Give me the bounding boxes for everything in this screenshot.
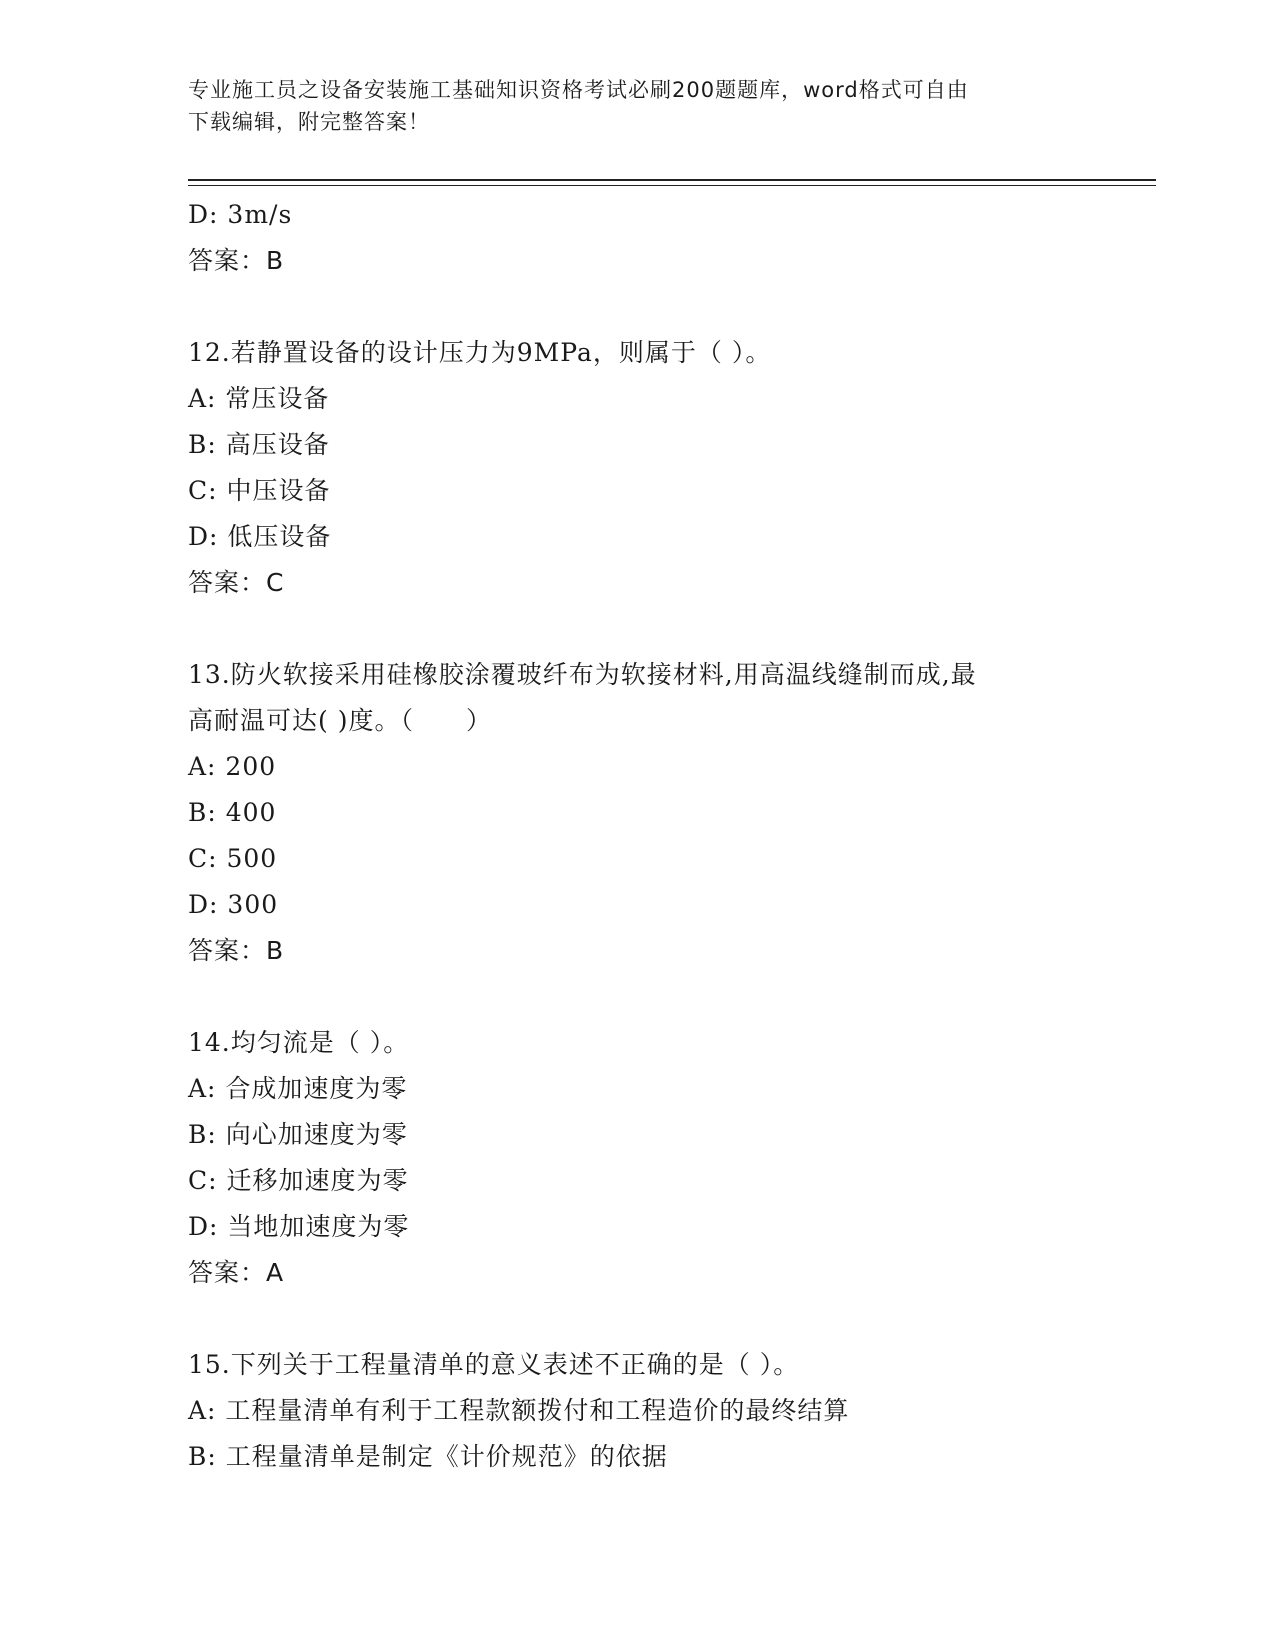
question-stem: 14.均匀流是（ ）。 bbox=[188, 1028, 410, 1057]
answer-line: 答案：A bbox=[188, 1258, 285, 1287]
question-stem: 13.防火软接采用硅橡胶涂覆玻纤布为软接材料,用高温线缝制而成,最 bbox=[188, 660, 977, 689]
option-b: B: 400 bbox=[188, 798, 277, 827]
header-rule-thin bbox=[188, 185, 1156, 186]
option-d: D: 当地加速度为零 bbox=[188, 1212, 410, 1241]
answer-line: 答案：B bbox=[188, 246, 285, 275]
option-b: B: 高压设备 bbox=[188, 430, 330, 459]
header-line-2: 下载编辑，附完整答案！ bbox=[188, 110, 430, 134]
option-c: C: 500 bbox=[188, 844, 278, 873]
option-a: A: 常压设备 bbox=[188, 384, 330, 413]
question-stem: 15.下列关于工程量清单的意义表述不正确的是（ ）。 bbox=[188, 1350, 800, 1379]
answer-line: 答案：B bbox=[188, 936, 285, 965]
document-header bbox=[188, 74, 1088, 138]
question-stem: 12.若静置设备的设计压力为9MPa，则属于（ ）。 bbox=[188, 338, 772, 367]
answer-line: 答案：C bbox=[188, 568, 285, 597]
question-stem-continued: 高耐温可达( )度。（ ） bbox=[188, 706, 492, 735]
option-b: B: 向心加速度为零 bbox=[188, 1120, 408, 1149]
question-12 bbox=[188, 330, 1088, 606]
header-line-1: 专业施工员之设备安装施工基础知识资格考试必刷200题题库，word格式可自由 bbox=[188, 78, 969, 102]
question-14 bbox=[188, 1020, 1088, 1296]
option-d: D: 300 bbox=[188, 890, 279, 919]
question-15 bbox=[188, 1342, 1088, 1480]
option-c: C: 中压设备 bbox=[188, 476, 331, 505]
option-b: B: 工程量清单是制定《计价规范》的依据 bbox=[188, 1442, 668, 1471]
option-d: D: 低压设备 bbox=[188, 522, 332, 551]
question-13 bbox=[188, 652, 1088, 974]
option-a: A: 合成加速度为零 bbox=[188, 1074, 408, 1103]
header-rule-thick bbox=[188, 179, 1156, 181]
option-a: A: 200 bbox=[188, 752, 277, 781]
option-d: D: 3m/s bbox=[188, 200, 293, 229]
question-content bbox=[188, 192, 1088, 1480]
option-c: C: 迁移加速度为零 bbox=[188, 1166, 409, 1195]
option-a: A: 工程量清单有利于工程款额拨付和工程造价的最终结算 bbox=[188, 1396, 850, 1425]
